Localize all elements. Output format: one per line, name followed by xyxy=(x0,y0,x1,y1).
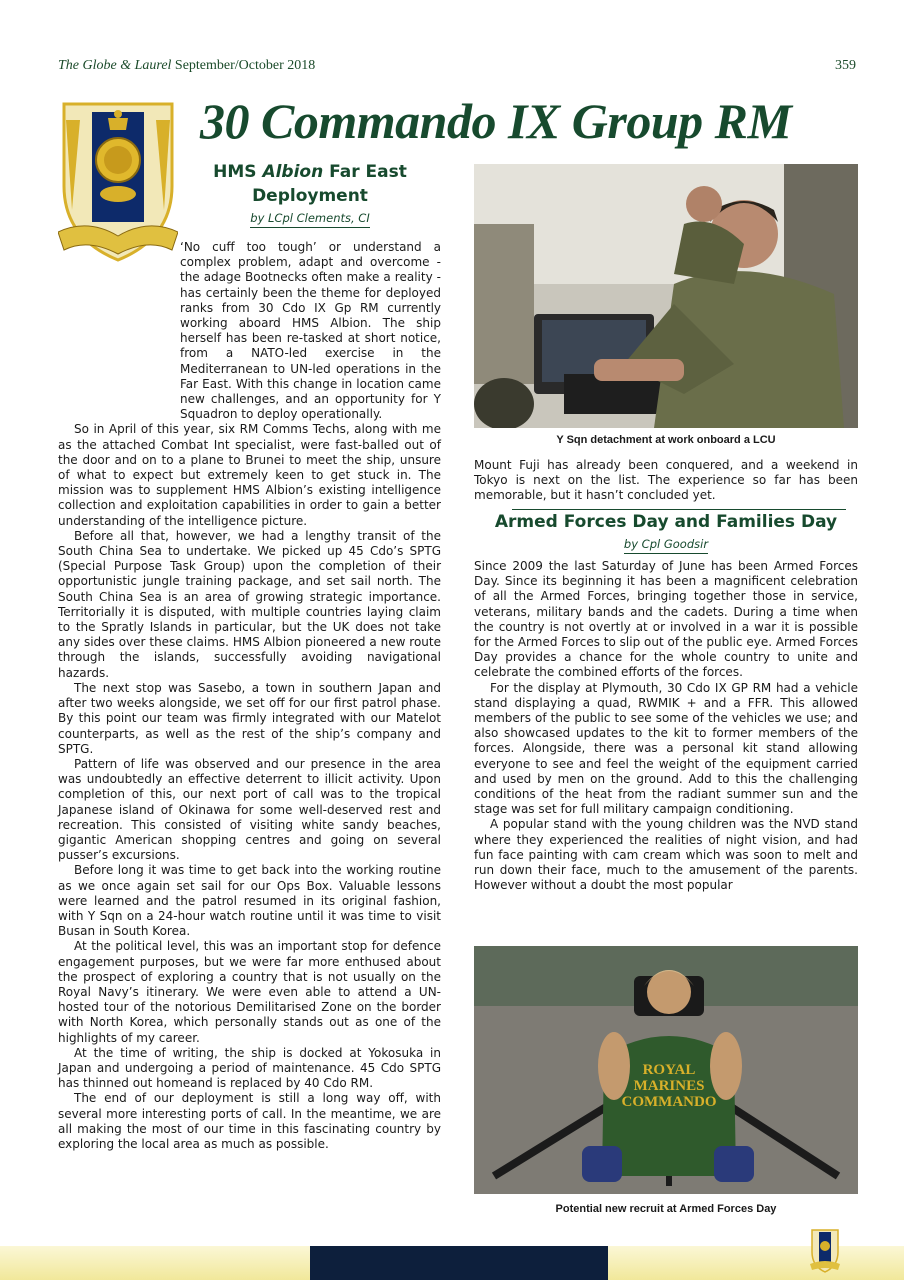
article1-paragraph: Before all that, however, we had a lengthy transit of the South China Sea to undertake. We picked up 45 Cdo’s SPTG (Special Purpose Task Group) upon the completion of their opportunistic jungle training package, and set sail north. The South China Sea is an area of growing strategic importance. Territorially it is disputed, with multiple countries laying claim to the Spratly Islands in particular, but the UK does not take any sides over these claims. HMS Albion pioneered a new route through the islands, successfully avoiding navigational hazards. xyxy=(58,528,441,680)
photo-child-recruit xyxy=(474,946,858,1194)
photo-comms-detachment xyxy=(474,164,858,428)
article1-paragraph: The next stop was Sasebo, a town in southern Japan and after two weeks alongside, we set off for our first patrol phase. By this point our team was firmly integrated with our Matelot counterparts, as well as the rest of the ship’s company and SPTG. xyxy=(58,680,441,756)
shirt-text-line: ROYAL xyxy=(642,1062,696,1078)
article-divider xyxy=(512,509,846,510)
article1-body xyxy=(58,240,441,1152)
article1-continuation xyxy=(474,458,858,504)
article2-paragraph: Since 2009 the last Saturday of June has been Armed Forces Day. Since its beginning it has been a magnificent celebration of all the Armed Forces, bringing together those in service, veterans, military bands and the cadets. During a time when the country is not overtly at or involved in a war it is possible for the Armed Forces to slip out of the public eye. Armed Forces Day provides a chance for the whole country to unite and celebrate the combined efforts of the forces. xyxy=(474,559,858,680)
article2-title: Armed Forces Day and Families Day xyxy=(494,512,838,532)
shirt-text-line: COMMANDO xyxy=(621,1094,717,1110)
article2-paragraph: For the display at Plymouth, 30 Cdo IX GP RM had a vehicle stand displaying a quad, RWMIK + and a FFR. This allowed members of the public to see some of the vehicles we use; and also showcased updates to the kit to former members of the forces. Alongside, there was a personal kit stand allowing everyone to see and feel the weight of the equipment carried and used by men on the ground. Add to this the challenging conditions of the heat from the radiant summer sun and the stage was set for full military campaign conditioning. xyxy=(474,680,858,817)
article1-byline: by LCpl Clements, CI xyxy=(190,211,430,225)
article1-paragraph: At the political level, this was an important stop for defence engagement purposes, but we were far more enthused about the prospect of exploring a country that is not usually on the Royal Navy’s itinerary. We were even able to attend a UN-hosted tour of the notorious Demilitarised Zone on the border with North Korea, which personally stands out as one of the highlights of my career. xyxy=(58,939,441,1045)
issue-date: September/October 2018 xyxy=(174,58,316,73)
page-title: 30 Commando IX Group RM xyxy=(200,93,792,149)
photo2-caption: Potential new recruit at Armed Forces Day xyxy=(555,1203,777,1215)
article2-paragraph: A popular stand with the young children was the NVD stand where they experienced the realities of night vision, and had fun face painting with cam cream which was soon to melt and run down their face, much to the amusement of the parents. However without a doubt the most popular xyxy=(474,817,858,893)
article2-byline: by Cpl Goodsir xyxy=(474,537,858,551)
shirt-text-line: MARINES xyxy=(633,1078,705,1094)
article1-paragraph: At the time of writing, the ship is docked at Yokosuka in Japan and undergoing a period of maintenance. 45 Cdo SPTG has thinned out homeand is replaced by 40 Cdo RM. xyxy=(58,1045,441,1091)
article1-title: HMS Albion Far East Deployment xyxy=(213,162,407,206)
article1-paragraph: ‘No cuff too tough’ or understand a complex problem, adapt and overcome - the adage Bootnecks often make a reality - has certainly been the theme for deployed ranks from 30 Cdo IX Gp RM currently working aboard HMS Albion. The ship herself has been re-tasked at short notice, from a NATO-led exercise in the Mediterranean to UN-led operations in the Far East. With this change in location came new challenges, and an opportunity for Y Squadron to deploy operationally. xyxy=(180,240,441,422)
running-header xyxy=(58,58,315,74)
footer-crest-icon xyxy=(810,1228,840,1274)
magazine-name: The Globe & Laurel xyxy=(58,58,172,73)
photo1-caption: Y Sqn detachment at work onboard a LCU xyxy=(556,434,776,446)
article2-body xyxy=(474,559,858,893)
article1-paragraph: The end of our deployment is still a long way off, with several more interesting ports of call. In the meantime, we are all making the most of our time in this fascinating country by exploring the local area as much as possible. xyxy=(58,1091,441,1151)
footer-navy-block xyxy=(310,1246,608,1280)
page-number: 359 xyxy=(835,58,856,73)
article1-paragraph: Before long it was time to get back into the working routine as we once again set sail for our Ops Box. Valuable lessons were learned and the patrol resumed in its original fashion, with Y Sqn on a 24-hour watch routine until it was time to visit Busan in South Korea. xyxy=(58,863,441,939)
article1-paragraph: Pattern of life was observed and our presence in the area was undoubtedly an effective deterrent to illicit activity. Upon completion of this, our next port of call was to the tropical Japanese island of Okinawa for some well-deserved rest and recreation. This consisted of visiting white sandy beaches, gigantic American shopping centres and going on several pusser’s excursions. xyxy=(58,756,441,863)
article1-paragraph: Mount Fuji has already been conquered, and a weekend in Tokyo is next on the list. The experience so far has been memorable, but it hasn’t concluded yet. xyxy=(474,458,858,503)
article1-paragraph: So in April of this year, six RM Comms Techs, along with me as the attached Combat Int specialist, were fast-balled out of the door and on to a plane to Brunei to meet the ship, unsure of what to expect but extremely keen to get stuck in. The mission was to supplement HMS Albion’s existing intelligence collection and exploitation capabilities in order to gain a better understanding of the intelligence picture. xyxy=(58,422,441,528)
